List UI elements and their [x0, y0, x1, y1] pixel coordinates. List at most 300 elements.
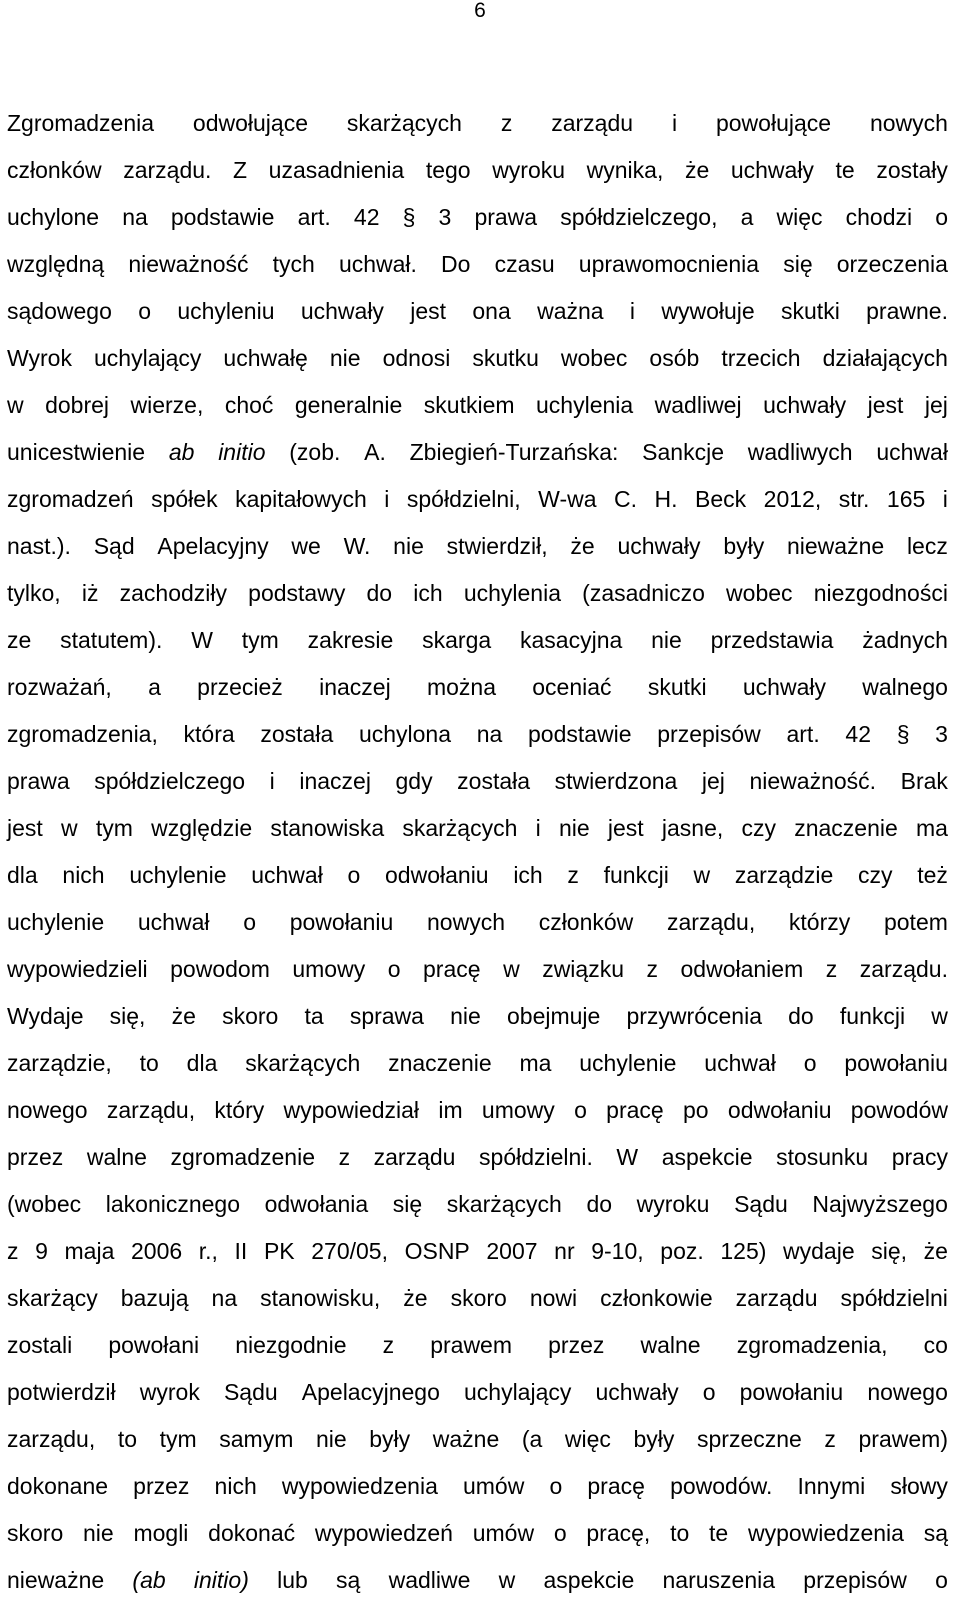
word: uchwały — [595, 1379, 679, 1405]
word: wobec — [560, 345, 628, 371]
word: spółek — [151, 486, 218, 512]
word: (wobec — [7, 1191, 82, 1217]
word: ab — [168, 439, 195, 465]
word: oceniać — [532, 674, 612, 700]
word: nowego — [7, 1097, 88, 1123]
word: odnosi — [382, 345, 451, 371]
word: zarządu, — [7, 1426, 96, 1452]
word: stanowiska — [270, 815, 385, 841]
word: ze — [7, 627, 32, 653]
word: 270/05, — [311, 1238, 388, 1264]
word: skutki — [647, 674, 707, 700]
word: uchwał — [137, 909, 210, 935]
word: initio) — [193, 1567, 249, 1593]
word: czy — [858, 862, 893, 888]
word: umowy — [481, 1097, 555, 1123]
word: walne — [640, 1332, 701, 1358]
word: spółdzielni — [840, 1285, 948, 1311]
word: jest — [867, 392, 904, 418]
word: zarządu, — [106, 1097, 196, 1123]
word: ona — [472, 298, 511, 324]
word: stwierdzona — [554, 768, 678, 794]
word: uprawomocnienia — [578, 251, 760, 277]
word: uchylający — [94, 345, 202, 371]
text-line — [7, 899, 948, 946]
word: uchylający — [463, 1379, 572, 1405]
word: pracę, — [586, 1520, 651, 1546]
word: skoro — [450, 1285, 507, 1311]
word: z — [338, 1144, 351, 1170]
word: lecz — [906, 533, 948, 559]
word: rozważań, — [7, 674, 112, 700]
text-line — [7, 1322, 948, 1369]
word: nie — [83, 1520, 114, 1546]
word: skarga — [422, 627, 492, 653]
word: skoro — [7, 1520, 64, 1546]
word: z — [382, 1332, 395, 1358]
word: powołani — [108, 1332, 200, 1358]
word: kasacyjna — [520, 627, 623, 653]
word: (zob. — [289, 439, 341, 465]
word: initio — [218, 439, 266, 465]
word: sprzeczne — [697, 1426, 802, 1452]
word: W — [191, 627, 213, 653]
word: 3 — [438, 204, 452, 230]
word: umowy — [292, 956, 366, 982]
word: trzecich — [721, 345, 801, 371]
word: walnego — [862, 674, 948, 700]
word: ich — [513, 862, 543, 888]
word: o — [138, 298, 151, 324]
word: A. — [364, 439, 386, 465]
word: członkowie — [600, 1285, 713, 1311]
word: jest — [607, 815, 644, 841]
word: zostali — [7, 1332, 73, 1358]
word: odwołaniu — [385, 862, 489, 888]
word: sądowego — [7, 298, 112, 324]
word: powodów — [850, 1097, 948, 1123]
word: uchwał — [704, 1050, 776, 1076]
word: nowych — [427, 909, 505, 935]
word: to — [117, 1426, 137, 1452]
word: Brak — [900, 768, 948, 794]
word: skutkiem — [423, 392, 515, 418]
text-line — [7, 805, 948, 852]
word: nieważność — [128, 251, 249, 277]
word: 2007 — [486, 1238, 538, 1264]
word: są — [336, 1567, 361, 1593]
word: wypowiedzeń — [314, 1520, 453, 1546]
word: iż — [81, 580, 99, 606]
word: chodzi — [845, 204, 913, 230]
word: to — [670, 1520, 690, 1546]
word: niezgodności — [813, 580, 948, 606]
text-line — [7, 852, 948, 899]
word: którzy — [788, 909, 851, 935]
word: tym — [241, 627, 279, 653]
word: przywrócenia — [626, 1003, 762, 1029]
word: 2012, — [763, 486, 822, 512]
word: 2006 — [130, 1238, 183, 1264]
word: dobrej — [45, 392, 110, 418]
word: z — [824, 1426, 836, 1452]
word: tego — [425, 157, 471, 183]
word: obejmuje — [506, 1003, 601, 1029]
word: powołaniu — [289, 909, 394, 935]
word: po — [683, 1097, 709, 1123]
word: nie — [329, 345, 361, 371]
word: zarządu. — [859, 956, 948, 982]
word: spółdzielni. — [479, 1144, 593, 1170]
word: pracy — [891, 1144, 948, 1170]
word: przepisów — [803, 1567, 907, 1593]
word: znaczenie — [794, 815, 898, 841]
word: i — [269, 768, 275, 794]
word: im — [438, 1097, 463, 1123]
word: prawem — [430, 1332, 513, 1358]
text-line — [7, 1369, 948, 1416]
word: prawne. — [866, 298, 948, 324]
text-line — [7, 523, 948, 570]
text-line — [7, 946, 948, 993]
word: te — [835, 157, 855, 183]
word: Beck — [695, 486, 747, 512]
word: r., — [198, 1238, 218, 1264]
body-text — [7, 100, 948, 1604]
word: podstawie — [170, 204, 275, 230]
word: uchylenie — [7, 909, 105, 935]
word: zostały — [876, 157, 948, 183]
word: została — [260, 721, 334, 747]
word: sprawa — [349, 1003, 424, 1029]
word: w — [931, 1003, 948, 1029]
word: że — [684, 157, 710, 183]
word: skarżących — [346, 110, 462, 136]
word: a — [148, 674, 161, 700]
word: to — [139, 1050, 159, 1076]
word: unicestwienie — [7, 439, 146, 465]
word: w — [7, 392, 24, 418]
word: H. — [654, 486, 678, 512]
word: nich — [214, 1473, 257, 1499]
word: można — [426, 674, 496, 700]
word: dla — [186, 1050, 218, 1076]
word: zarządu — [735, 1285, 818, 1311]
word: zarządu, — [667, 909, 756, 935]
word: odwołujące — [192, 110, 309, 136]
word: gdy — [395, 768, 433, 794]
word: 165 — [886, 486, 926, 512]
word: i — [384, 486, 390, 512]
word: z — [500, 110, 513, 136]
word: uchylona — [358, 721, 452, 747]
word: Apelacyjnego — [301, 1379, 440, 1405]
word: skarżący — [7, 1285, 98, 1311]
word: która — [183, 721, 235, 747]
word: podstawie — [527, 721, 632, 747]
word: nie — [651, 627, 682, 653]
text-line — [7, 617, 948, 664]
word: powołaniu — [739, 1379, 844, 1405]
text-line — [7, 758, 948, 805]
word: wypowiedzenia — [747, 1520, 904, 1546]
text-line — [7, 1040, 948, 1087]
word: skarżących — [245, 1050, 361, 1076]
word: związku — [542, 956, 624, 982]
page-number: 6 — [474, 0, 486, 22]
word: zarządzie — [734, 862, 834, 888]
word: wadliwych — [747, 439, 853, 465]
word: tych — [272, 251, 315, 277]
word: Z — [233, 157, 248, 183]
word: Apelacyjny — [157, 533, 269, 559]
word: § — [402, 204, 416, 230]
word: uchwał — [876, 439, 948, 465]
word: z — [825, 956, 838, 982]
word: spółdzielczego, — [560, 204, 718, 230]
word: podstawy — [248, 580, 346, 606]
word: znaczenie — [388, 1050, 492, 1076]
word: Do — [441, 251, 471, 277]
text-line — [7, 1228, 948, 1275]
word: Zgromadzenia — [7, 110, 155, 136]
word: uchyleniu — [177, 298, 275, 324]
word: funkcji — [603, 862, 669, 888]
word: żadnych — [862, 627, 948, 653]
word: były — [633, 1426, 675, 1452]
word: zgromadzeń — [7, 486, 134, 512]
word: skoro — [222, 1003, 279, 1029]
word: dla — [7, 862, 38, 888]
word: jasne, — [661, 815, 724, 841]
word: z — [646, 956, 658, 982]
word: uchwały — [730, 157, 814, 183]
word: ma — [916, 815, 948, 841]
word: (ab — [132, 1567, 166, 1593]
word: Wydaje — [7, 1003, 84, 1029]
word: mogli — [133, 1520, 189, 1546]
word: uchwał — [251, 862, 323, 888]
word: pracę — [423, 956, 481, 982]
word: nieważne — [7, 1567, 105, 1593]
text-line — [7, 1087, 948, 1134]
word: że — [171, 1003, 196, 1029]
word: o — [387, 956, 401, 982]
word: wypowiedział — [283, 1097, 420, 1123]
word: (zasadniczo — [582, 580, 705, 606]
word: na — [211, 1285, 238, 1311]
word: powodom — [170, 956, 270, 982]
word: i — [629, 298, 636, 324]
word: (a — [521, 1426, 543, 1452]
word: Sąd — [93, 533, 135, 559]
word: stwierdził, — [446, 533, 548, 559]
word: nieważność. — [749, 768, 877, 794]
word: nie — [450, 1003, 481, 1029]
word: o — [549, 1473, 563, 1499]
word: niezgodnie — [235, 1332, 347, 1358]
word: W. — [343, 533, 371, 559]
word: skutku — [472, 345, 539, 371]
word: zarządu — [373, 1144, 456, 1170]
word: o — [553, 1520, 567, 1546]
word: zakresie — [307, 627, 394, 653]
text-line — [7, 1557, 948, 1604]
word: odwołaniem — [680, 956, 804, 982]
word: odwołania — [264, 1191, 369, 1217]
word: nie — [315, 1426, 347, 1452]
word: uchwały — [617, 533, 701, 559]
word: Innymi — [797, 1473, 866, 1499]
word: tym — [159, 1426, 197, 1452]
text-line — [7, 335, 948, 382]
word: aspekcie — [661, 1144, 753, 1170]
word: nie — [393, 533, 424, 559]
word: nich — [62, 862, 105, 888]
word: W — [616, 1144, 639, 1170]
word: 125) — [720, 1238, 767, 1264]
word: powołujące — [715, 110, 832, 136]
text-line — [7, 1134, 948, 1181]
word: jest — [7, 815, 43, 841]
word: ważne — [432, 1426, 500, 1452]
word: skutki — [781, 298, 840, 324]
word: wobec — [726, 580, 793, 606]
text-line — [7, 993, 948, 1040]
word: prawa — [474, 204, 538, 230]
word: Wyrok — [7, 345, 72, 371]
word: uchwał. — [338, 251, 417, 277]
word: zarządzie, — [7, 1050, 112, 1076]
text-line — [7, 100, 948, 147]
word: prawa — [7, 768, 70, 794]
word: zgromadzenia, — [736, 1332, 888, 1358]
word: stosunku — [776, 1144, 869, 1170]
word: Sądu — [223, 1379, 278, 1405]
word: 9 — [35, 1238, 48, 1264]
word: zarządu — [551, 110, 634, 136]
text-line — [7, 382, 948, 429]
word: osób — [649, 345, 700, 371]
text-line — [7, 1510, 948, 1557]
word: że — [570, 533, 595, 559]
word: wyroku — [636, 1191, 710, 1217]
word: lub — [277, 1567, 308, 1593]
word: choć — [224, 392, 274, 418]
word: 42 — [845, 721, 871, 747]
word: te — [709, 1520, 729, 1546]
word: nr — [554, 1238, 575, 1264]
word: art. — [786, 721, 820, 747]
word: z — [7, 1238, 19, 1264]
word: o — [347, 862, 361, 888]
word: słowy — [890, 1473, 948, 1499]
word: skarżących — [402, 815, 518, 841]
word: art. — [297, 204, 331, 230]
word: były — [369, 1426, 411, 1452]
text-line — [7, 664, 948, 711]
word: uchylenie — [129, 862, 227, 888]
word: czasu — [494, 251, 555, 277]
word: na — [476, 721, 503, 747]
word: potem — [883, 909, 948, 935]
word: naruszenia — [662, 1567, 776, 1593]
word: nowych — [869, 110, 948, 136]
word: tylko, — [7, 580, 61, 606]
word: odwołaniu — [727, 1097, 832, 1123]
word: do — [586, 1191, 613, 1217]
word: 42 — [353, 204, 380, 230]
word: wyrok — [139, 1379, 200, 1405]
word: wyroku — [492, 157, 566, 183]
word: i — [942, 486, 948, 512]
word: wypowiedzieli — [7, 956, 148, 982]
word: orzeczenia — [836, 251, 948, 277]
word: były — [723, 533, 765, 559]
word: o — [803, 1050, 817, 1076]
word: W-wa — [538, 486, 597, 512]
word: się — [783, 251, 813, 277]
word: jej — [924, 392, 948, 418]
word: członków — [7, 157, 102, 183]
text-line — [7, 1275, 948, 1322]
word: są — [923, 1520, 948, 1546]
word: o — [574, 1097, 587, 1123]
word: we — [291, 533, 321, 559]
word: stanowisku, — [260, 1285, 381, 1311]
word: nieważne — [786, 533, 885, 559]
word: § — [896, 721, 910, 747]
word: Najwyższego — [812, 1191, 948, 1217]
word: skarżących — [446, 1191, 562, 1217]
word: się, — [109, 1003, 146, 1029]
word: uchwałę — [223, 345, 308, 371]
word: nast.). — [7, 533, 71, 559]
word: ważna — [537, 298, 604, 324]
text-line — [7, 194, 948, 241]
word: uchylenia — [536, 392, 634, 418]
word: w — [498, 1567, 516, 1593]
word: do — [366, 580, 393, 606]
word: w — [503, 956, 520, 982]
word: ta — [304, 1003, 324, 1029]
word: powołaniu — [844, 1050, 948, 1076]
word: dokonane — [7, 1473, 109, 1499]
text-line — [7, 147, 948, 194]
word: PK — [263, 1238, 295, 1264]
word: jej — [701, 768, 725, 794]
text-line — [7, 241, 948, 288]
text-line — [7, 429, 948, 476]
word: zgromadzenie — [170, 1144, 315, 1170]
word: działających — [822, 345, 948, 371]
word: uchylenie — [579, 1050, 677, 1076]
word: który — [214, 1097, 265, 1123]
word: wydaje — [783, 1238, 855, 1264]
word: bazują — [120, 1285, 189, 1311]
word: przez — [7, 1144, 64, 1170]
word: nowi — [529, 1285, 578, 1311]
word: uchylone — [7, 204, 100, 230]
word: spółdzielczego — [94, 768, 246, 794]
word: uchwały — [763, 392, 847, 418]
word: Sądu — [734, 1191, 788, 1217]
word: wynika, — [586, 157, 664, 183]
word: i — [671, 110, 678, 136]
word: się, — [871, 1238, 908, 1264]
word: 9-10, — [591, 1238, 644, 1264]
word: wierze, — [130, 392, 204, 418]
